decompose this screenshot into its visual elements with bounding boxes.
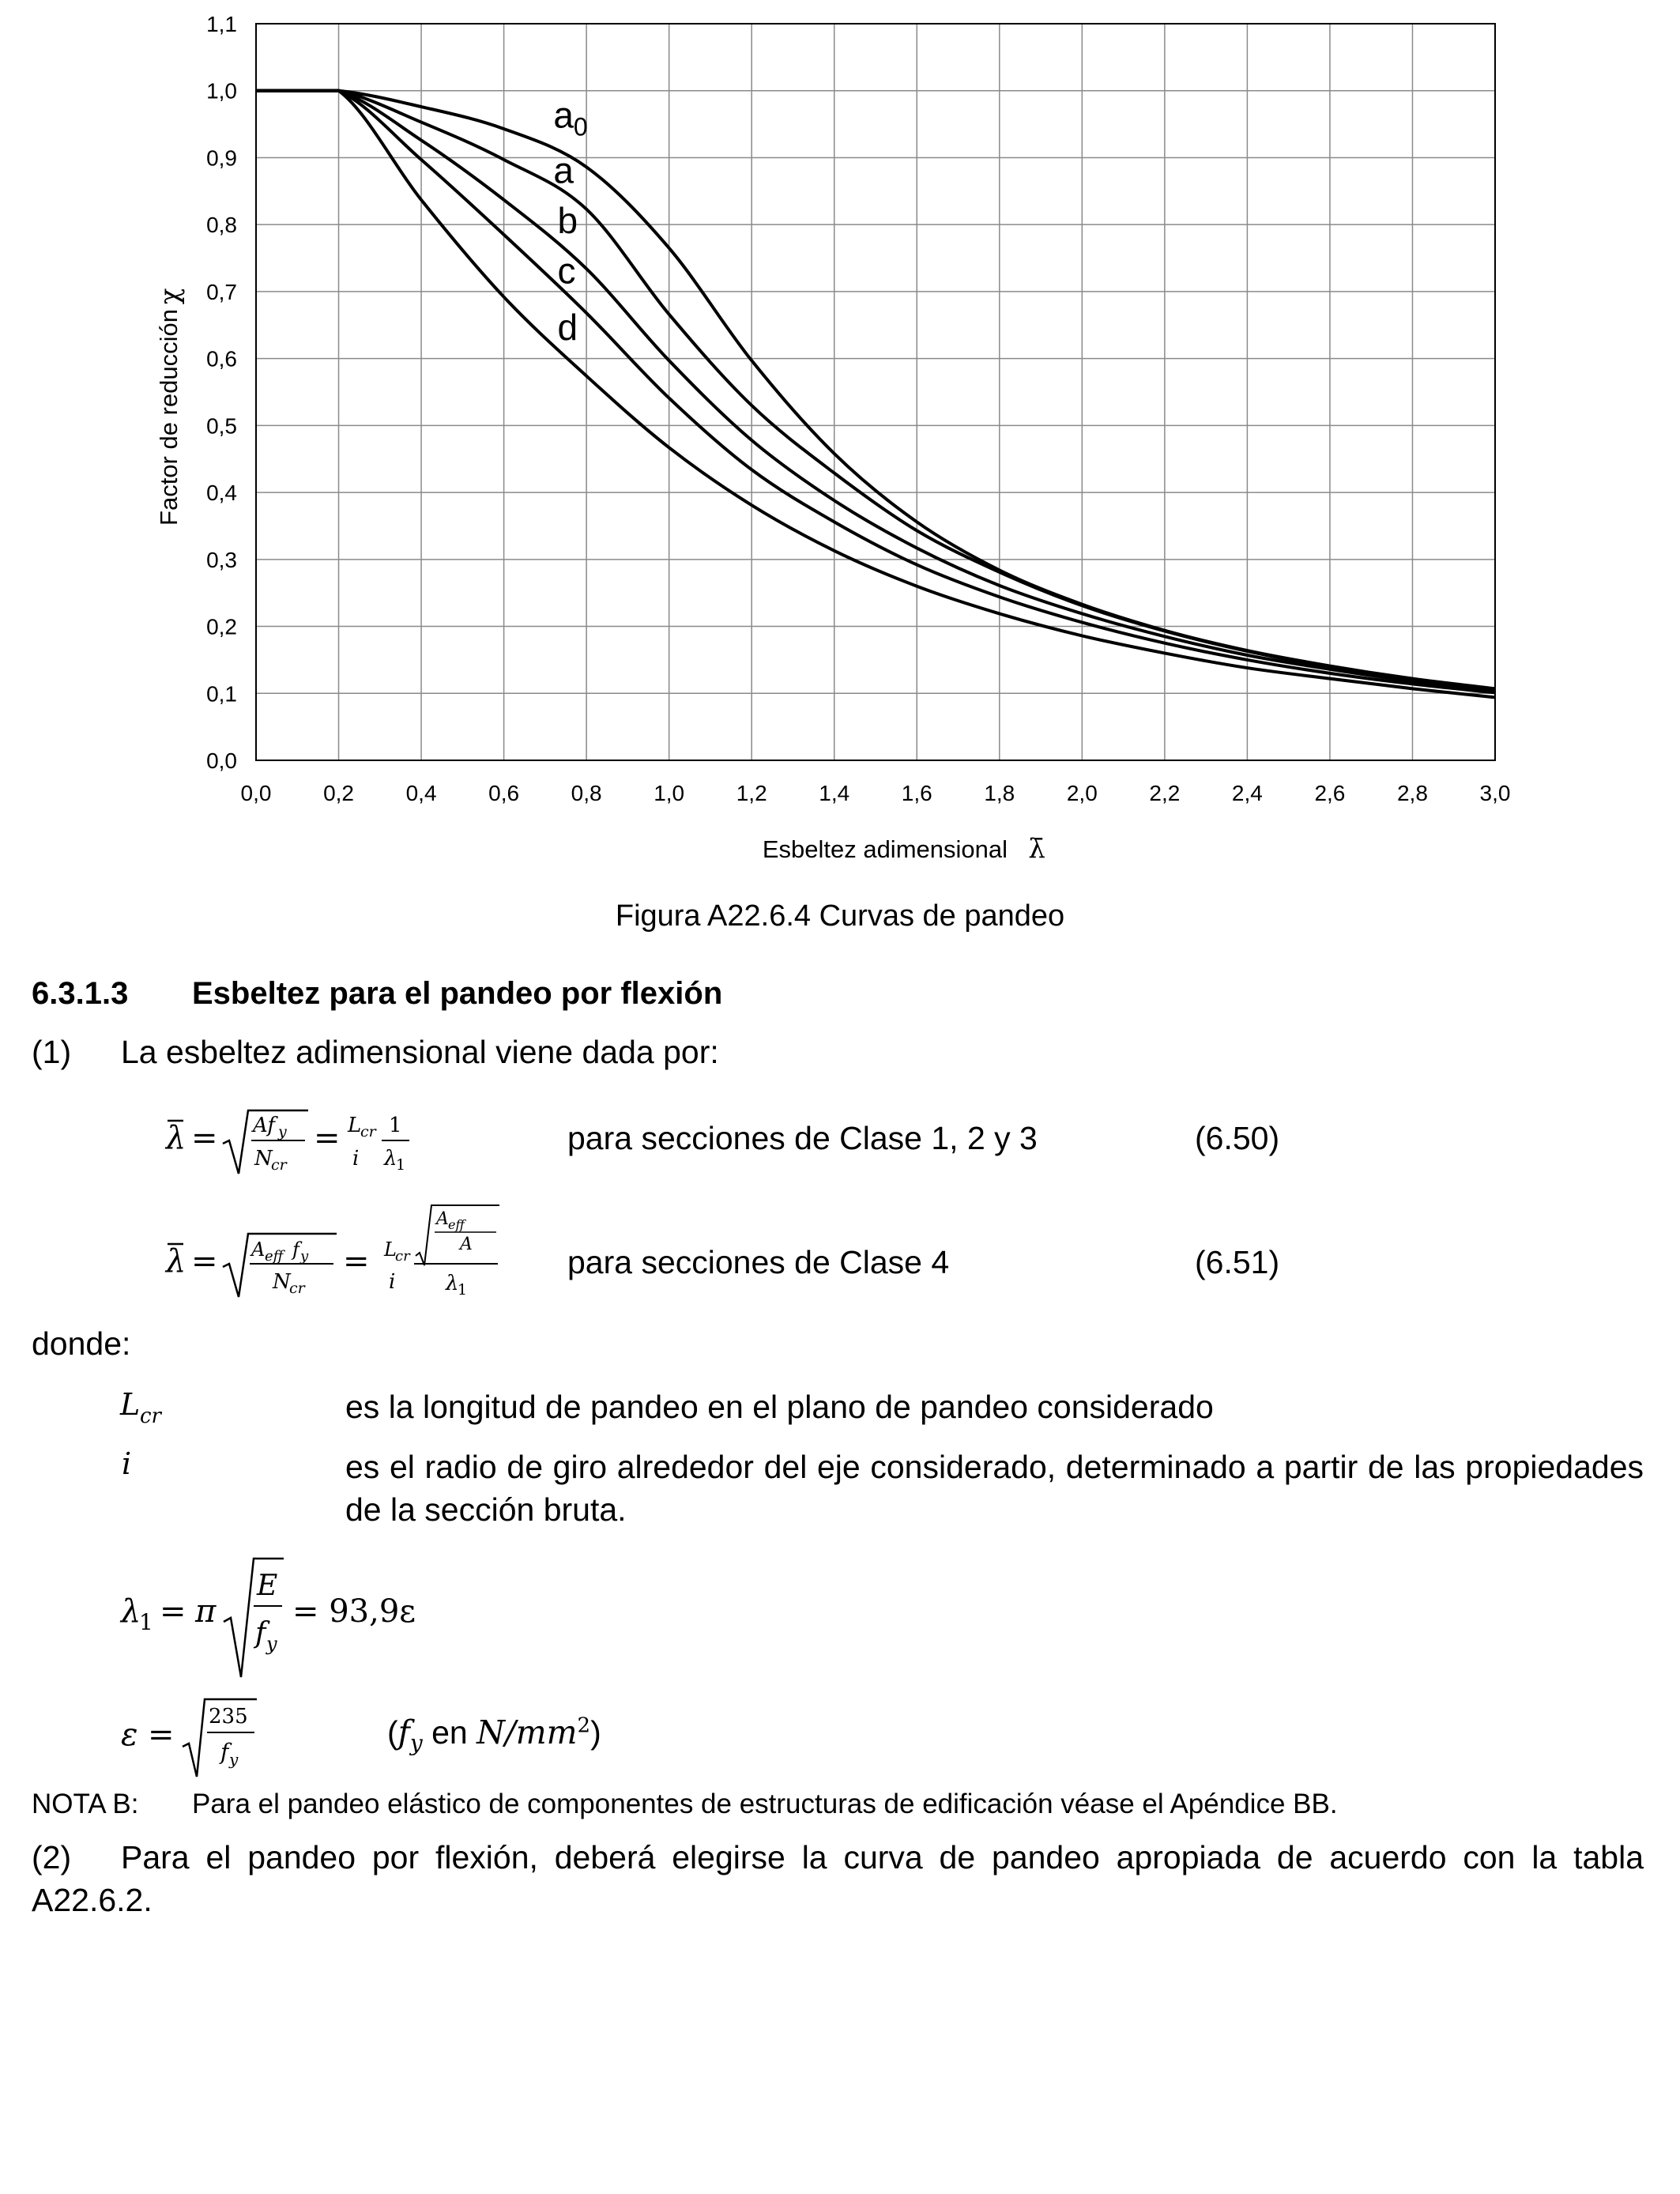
paragraph-2-number: (2) xyxy=(32,1839,72,1875)
svg-text:cr: cr xyxy=(140,1404,161,1428)
svg-text:λ: λ xyxy=(446,1272,459,1295)
x-tick-label: 0,4 xyxy=(405,781,437,805)
svg-text:eff: eff xyxy=(448,1217,465,1232)
svg-text:N: N xyxy=(273,1270,291,1294)
chart-curves xyxy=(256,91,1495,698)
unit-open-paren: ( xyxy=(387,1714,398,1751)
svg-text:y: y xyxy=(278,1123,287,1140)
y-tick-label: 0,4 xyxy=(206,481,237,506)
y-axis-label: Factor de reducción xyxy=(155,309,183,526)
symbol-lcr xyxy=(119,1382,190,1437)
equation-6-51-description: para secciones de Clase 4 xyxy=(567,1244,950,1280)
svg-text:A: A xyxy=(436,1209,449,1229)
buckling-curves-chart xyxy=(0,0,1680,877)
series-label-b: b xyxy=(557,200,578,242)
series-label-a: a xyxy=(553,149,574,191)
epsilon-unit-note xyxy=(387,1713,601,1756)
x-axis-symbol: λ̄ xyxy=(1028,833,1045,865)
symbol-i xyxy=(119,1442,150,1490)
svg-text:i: i xyxy=(122,1446,132,1481)
svg-text:1: 1 xyxy=(389,1114,402,1137)
svg-text:=: = xyxy=(343,1243,370,1280)
svg-text:f: f xyxy=(292,1238,299,1261)
series-label-c: c xyxy=(557,250,576,292)
x-tick-label: 1,0 xyxy=(654,781,685,805)
x-tick-label: 1,4 xyxy=(819,781,850,805)
symbol-fy: $f_y$ xyxy=(397,1713,423,1757)
equation-6-50 xyxy=(158,1095,474,1182)
y-tick-label: 1,1 xyxy=(206,12,237,36)
note-text: Para el pandeo elástico de componentes de estructuras de edificación véase el Apéndice BB. xyxy=(192,1789,1338,1819)
svg-text:1: 1 xyxy=(458,1281,468,1299)
x-tick-label: 1,8 xyxy=(984,781,1015,805)
y-axis-symbol: χ xyxy=(154,288,186,305)
x-tick-label: 2,4 xyxy=(1231,781,1263,805)
y-tick-label: 0,5 xyxy=(206,413,237,439)
svg-text:cr: cr xyxy=(289,1280,305,1297)
svg-text:1: 1 xyxy=(139,1609,153,1635)
svg-text:λ: λ xyxy=(166,1243,186,1280)
equation-6-51-number: (6.51) xyxy=(1195,1244,1280,1280)
curve-a0 xyxy=(256,91,1495,689)
unit-en-word: en xyxy=(422,1714,477,1751)
y-tick-label: 0,1 xyxy=(206,681,237,707)
unit-n-per-mm2: $N/mm^2$ xyxy=(477,1713,591,1751)
y-tick-label: 0,0 xyxy=(206,748,237,773)
equation-lambda1 xyxy=(115,1541,416,1683)
svg-text:=: = xyxy=(191,1243,218,1280)
svg-text:f: f xyxy=(255,1617,266,1649)
curve-b xyxy=(256,91,1495,691)
section-number: 6.3.1.3 xyxy=(32,976,129,1011)
svg-text:f: f xyxy=(220,1739,229,1765)
svg-text:cr: cr xyxy=(395,1248,410,1265)
svg-text:=: = xyxy=(160,1593,186,1630)
svg-text:π: π xyxy=(195,1593,217,1630)
lambda1-value: = 93,9ε xyxy=(292,1593,416,1630)
svg-text:A: A xyxy=(460,1235,473,1254)
x-tick-label: 2,2 xyxy=(1149,781,1181,805)
equation-6-50-number: (6.50) xyxy=(1195,1120,1280,1156)
y-tick-label: 0,2 xyxy=(206,614,237,639)
series-label-subscript: 0 xyxy=(573,112,588,141)
curve-d xyxy=(256,91,1495,698)
svg-text:y: y xyxy=(229,1750,239,1769)
series-label-d: d xyxy=(557,306,578,348)
x-tick-label: 1,2 xyxy=(736,781,767,805)
chart-ticks xyxy=(206,12,1510,805)
paragraph-2-text: Para el pandeo por flexión, deberá elegirse la curva de pandeo apropiada de acuerdo con la tabla A22.6.2. xyxy=(32,1839,1644,1918)
chart-grid xyxy=(256,24,1495,760)
svg-text:E: E xyxy=(257,1570,278,1602)
y-tick-label: 0,8 xyxy=(206,213,237,238)
y-tick-label: 0,7 xyxy=(206,279,237,304)
x-tick-label: 0,0 xyxy=(240,781,272,805)
svg-text:=: = xyxy=(148,1717,175,1753)
svg-text:i: i xyxy=(389,1270,396,1294)
definition-i: es el radio de giro alrededor del eje considerado, determinado a partir de las propiedades de la sección bruta. xyxy=(345,1449,1644,1528)
x-tick-label: 0,2 xyxy=(323,781,355,805)
svg-text:cr: cr xyxy=(271,1156,287,1174)
section-title: Esbeltez para el pandeo por flexión xyxy=(192,976,723,1011)
svg-text:λ: λ xyxy=(384,1147,397,1171)
note-label: NOTA B: xyxy=(32,1789,139,1819)
svg-text:=: = xyxy=(191,1120,218,1156)
x-tick-label: 1,6 xyxy=(901,781,932,805)
svg-text:eff: eff xyxy=(265,1248,284,1265)
svg-text:L: L xyxy=(120,1387,141,1422)
donde-label: donde: xyxy=(32,1325,131,1362)
equation-epsilon xyxy=(115,1683,296,1786)
svg-text:Af: Af xyxy=(253,1114,275,1137)
svg-text:y: y xyxy=(266,1633,277,1655)
svg-text:λ: λ xyxy=(121,1593,141,1630)
y-tick-label: 0,9 xyxy=(206,145,237,171)
equation-6-50-description: para secciones de Clase 1, 2 y 3 xyxy=(567,1120,1038,1156)
svg-text:cr: cr xyxy=(360,1123,376,1140)
paragraph-1-number: (1) xyxy=(32,1034,72,1070)
equation-6-51 xyxy=(158,1189,522,1316)
svg-text:235: 235 xyxy=(209,1705,248,1728)
svg-text:ε: ε xyxy=(121,1717,138,1753)
y-tick-label: 1,0 xyxy=(206,78,237,104)
curve-a xyxy=(256,91,1495,689)
y-tick-label: 0,3 xyxy=(206,547,237,572)
x-axis-label: Esbeltez adimensional xyxy=(762,835,1008,863)
x-tick-label: 2,6 xyxy=(1314,781,1346,805)
unit-close-paren: ) xyxy=(590,1714,601,1751)
curve-c xyxy=(256,91,1495,693)
figure-caption: Figura A22.6.4 Curvas de pandeo xyxy=(615,899,1065,933)
svg-text:N: N xyxy=(254,1147,273,1171)
paragraph-1-text: La esbeltez adimensional viene dada por: xyxy=(121,1034,719,1070)
svg-text:1: 1 xyxy=(396,1156,406,1174)
y-tick-label: 0,6 xyxy=(206,346,237,371)
definition-lcr: es la longitud de pandeo en el plano de pandeo considerado xyxy=(345,1389,1214,1425)
svg-text:L: L xyxy=(348,1114,362,1137)
svg-text:=: = xyxy=(314,1120,341,1156)
x-tick-label: 0,8 xyxy=(571,781,602,805)
series-label-a0: $a_0$ xyxy=(553,94,588,141)
svg-text:i: i xyxy=(352,1147,360,1171)
svg-text:λ: λ xyxy=(166,1120,186,1156)
svg-text:A: A xyxy=(251,1238,266,1261)
plot-frame xyxy=(256,24,1495,760)
x-tick-label: 2,0 xyxy=(1066,781,1098,805)
x-tick-label: 2,8 xyxy=(1396,781,1428,805)
paragraph-2 xyxy=(32,1836,1644,1921)
svg-text:y: y xyxy=(300,1248,309,1265)
x-tick-label: 3,0 xyxy=(1479,781,1511,805)
x-tick-label: 0,6 xyxy=(488,781,520,805)
svg-text:L: L xyxy=(384,1238,397,1261)
